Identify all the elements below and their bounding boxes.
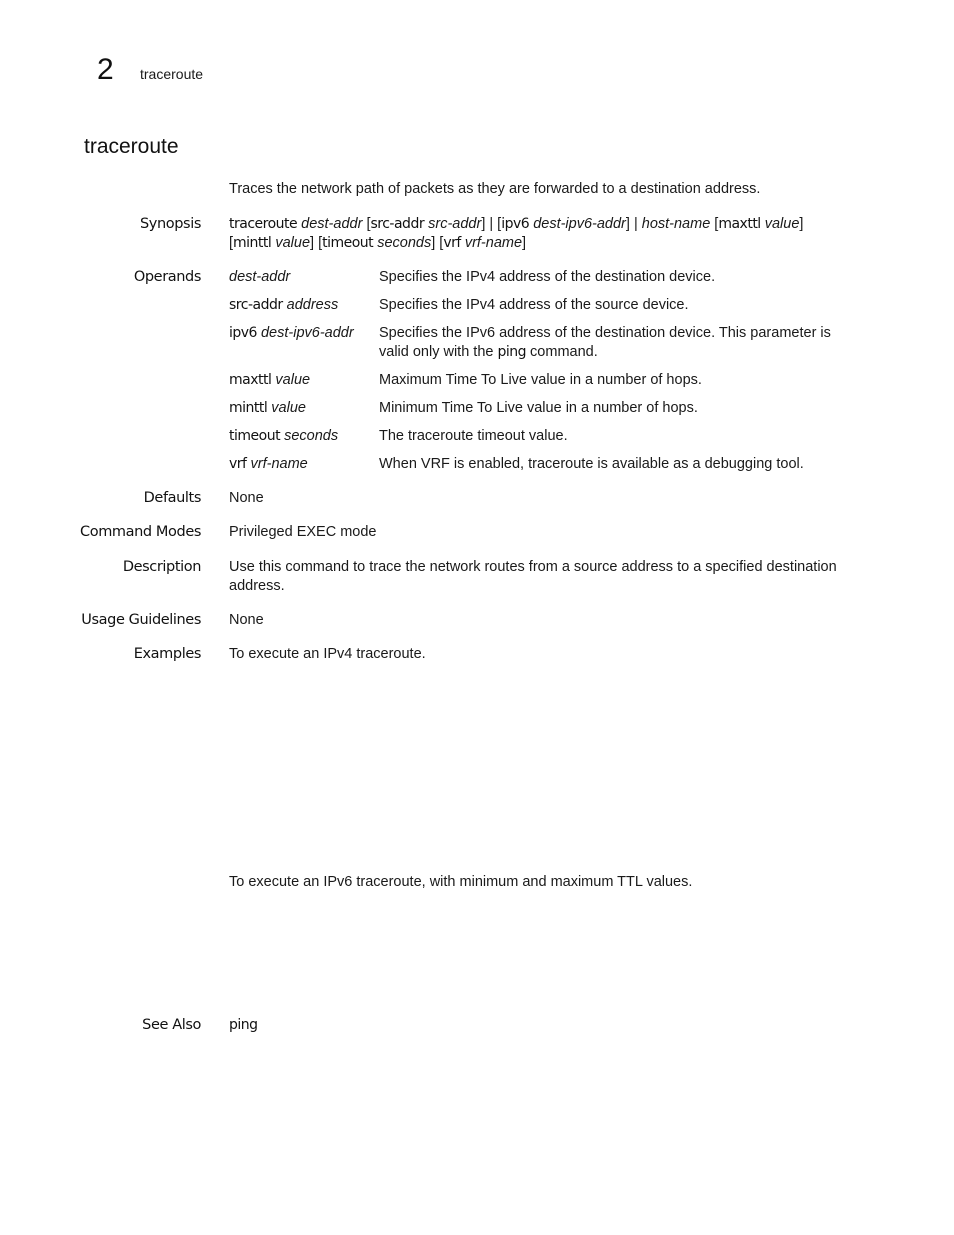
synopsis-punct: ] bbox=[799, 216, 804, 232]
synopsis-label: Synopsis bbox=[140, 216, 201, 232]
synopsis-punct: [ bbox=[362, 216, 371, 232]
command-summary: Traces the network path of packets as they are forwarded to a destination address. bbox=[229, 181, 761, 197]
synopsis-keyword: ipv6 bbox=[501, 216, 530, 232]
operand-description: Specifies the IPv4 address of the destination device. bbox=[379, 269, 716, 285]
operand-keyword: vrf bbox=[229, 456, 247, 472]
operand-description-text: command. bbox=[526, 343, 598, 360]
synopsis-keyword: src-addr bbox=[370, 216, 425, 232]
operand-keyword: minttl bbox=[229, 400, 268, 416]
synopsis-punct: ] | bbox=[625, 216, 642, 232]
running-header-title: traceroute bbox=[140, 66, 204, 82]
operand-arg: seconds bbox=[280, 428, 339, 444]
usage-guidelines-value: None bbox=[229, 612, 264, 628]
operand-arg: address bbox=[282, 297, 339, 313]
synopsis-keyword: timeout bbox=[322, 234, 374, 251]
synopsis-arg: dest-ipv6-addr bbox=[529, 216, 626, 232]
page-title: traceroute bbox=[84, 135, 179, 158]
operand-description: When VRF is enabled, traceroute is available as a debugging tool. bbox=[379, 456, 804, 472]
operand-keyword: src-addr bbox=[229, 297, 283, 313]
operand-arg: dest-addr bbox=[229, 269, 291, 285]
operand-term bbox=[229, 268, 290, 287]
synopsis-punct: [ bbox=[710, 216, 719, 232]
example-ipv6-text: To execute an IPv6 traceroute, with minimum and maximum TTL values. bbox=[229, 874, 693, 890]
operand-arg: value bbox=[271, 372, 311, 388]
operand-description: Maximum Time To Live value in a number of hops. bbox=[379, 372, 702, 388]
operands-label: Operands bbox=[133, 269, 201, 285]
operand-arg: vrf-name bbox=[246, 456, 308, 472]
operand-arg: value bbox=[267, 400, 306, 416]
defaults-label: Defaults bbox=[143, 490, 201, 506]
description-text: Use this command to trace the network routes from a source address to a specified destination address. bbox=[229, 559, 837, 594]
synopsis-punct: [ bbox=[229, 234, 234, 251]
synopsis-punct: ] [ bbox=[310, 234, 323, 251]
command-modes-value: Privileged EXEC mode bbox=[229, 524, 377, 540]
see-also-ping-link[interactable]: ping bbox=[229, 1017, 258, 1033]
defaults-value: None bbox=[229, 490, 264, 506]
synopsis-punct: ] bbox=[522, 234, 527, 251]
operand-term bbox=[229, 399, 306, 418]
synopsis-arg: vrf-name bbox=[460, 234, 523, 251]
see-also-label: See Also bbox=[142, 1017, 201, 1033]
operand-keyword: maxttl bbox=[229, 372, 272, 388]
operand-description-keyword: ping bbox=[497, 343, 527, 360]
synopsis-arg: value bbox=[760, 216, 800, 232]
operand-description: Minimum Time To Live value in a number of hops. bbox=[379, 400, 698, 416]
examples-label: Examples bbox=[133, 646, 201, 662]
operand-arg: dest-ipv6-addr bbox=[256, 325, 354, 341]
operand-term bbox=[229, 371, 310, 390]
operand-description-text: Specifies the IPv6 address of the destination device. This parameter is valid only with the bbox=[379, 325, 831, 360]
operand-description: Specifies the IPv4 address of the source device. bbox=[379, 297, 689, 313]
synopsis-arg: dest-addr bbox=[297, 216, 363, 232]
see-also-links bbox=[229, 1016, 861, 1035]
usage-guidelines-label: Usage Guidelines bbox=[81, 612, 201, 628]
synopsis-keyword-traceroute: traceroute bbox=[229, 216, 298, 232]
synopsis-arg: value bbox=[271, 234, 311, 251]
synopsis-keyword: vrf bbox=[443, 234, 461, 251]
synopsis-keyword: minttl bbox=[233, 234, 272, 251]
synopsis-arg: src-addr bbox=[424, 216, 482, 232]
synopsis-arg: seconds bbox=[373, 234, 432, 251]
description-label: Description bbox=[122, 559, 201, 575]
example-ipv4-text: To execute an IPv4 traceroute. bbox=[229, 646, 426, 662]
operand-term bbox=[229, 427, 338, 446]
operand-description bbox=[379, 324, 859, 361]
synopsis-text bbox=[229, 215, 861, 252]
command-modes-label: Command Modes bbox=[80, 524, 201, 540]
operand-term bbox=[229, 324, 354, 343]
synopsis-keyword: maxttl bbox=[718, 216, 761, 232]
synopsis-punct: ] [ bbox=[431, 234, 444, 251]
operand-term bbox=[229, 455, 308, 474]
chapter-number: 2 bbox=[97, 53, 114, 86]
synopsis-arg: host-name bbox=[641, 216, 711, 232]
operand-description: The traceroute timeout value. bbox=[379, 428, 568, 444]
operand-keyword: timeout bbox=[229, 428, 281, 444]
operand-term bbox=[229, 296, 338, 315]
operand-keyword: ipv6 bbox=[229, 325, 257, 341]
synopsis-punct: ] | [ bbox=[481, 216, 502, 232]
